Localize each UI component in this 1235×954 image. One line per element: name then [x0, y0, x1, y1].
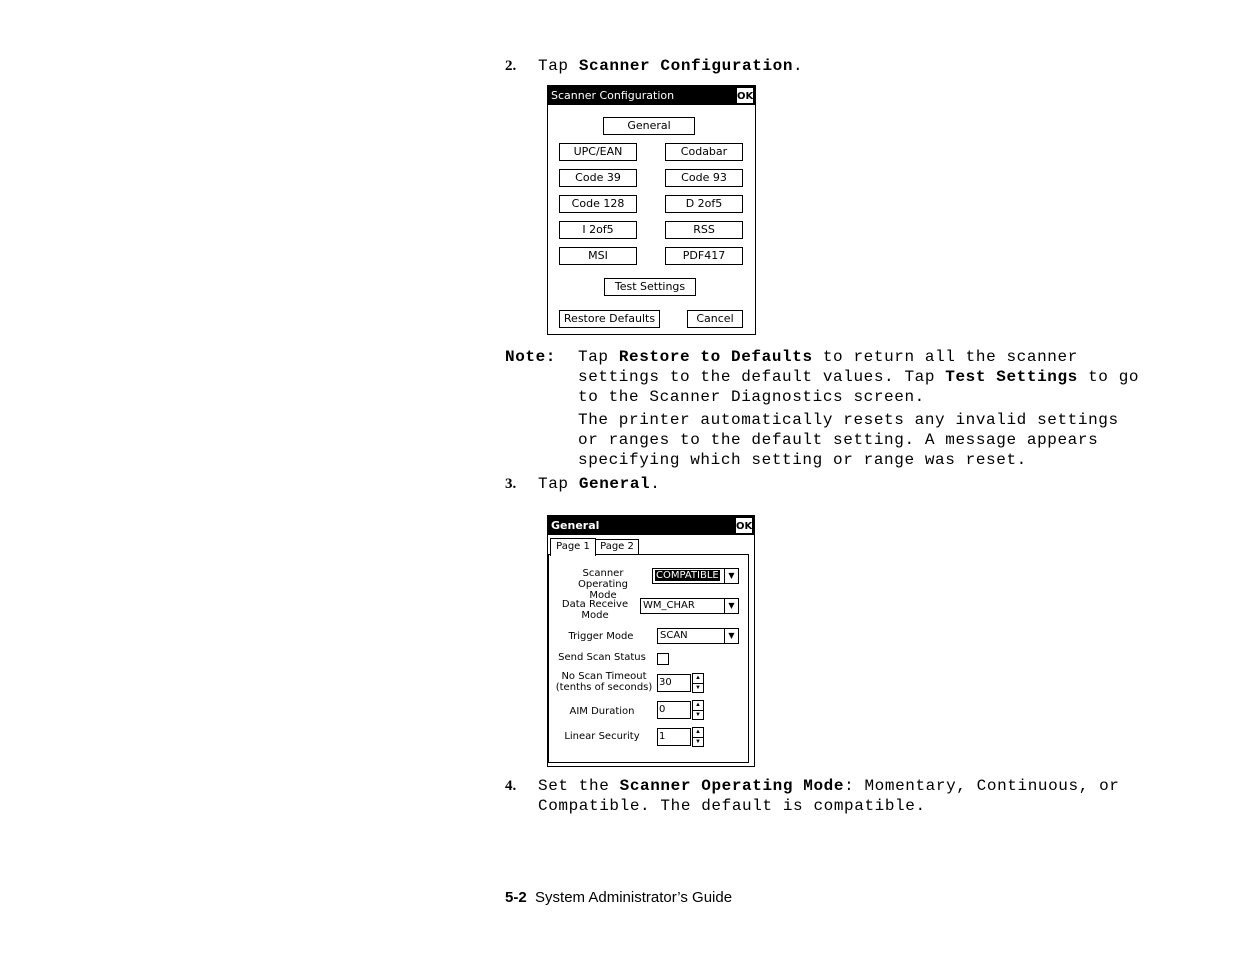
code-39-button[interactable]: Code 39: [559, 169, 637, 187]
upc-ean-button[interactable]: UPC/EAN: [559, 143, 637, 161]
aim-duration-spinner[interactable]: [692, 700, 704, 720]
down-arrow-icon[interactable]: ▼: [695, 685, 701, 691]
step-2-text: Tap Scanner Configuration.: [538, 57, 804, 75]
pdf417-button[interactable]: PDF417: [665, 247, 743, 265]
scanner-configuration-window: [547, 85, 756, 335]
step-3-bold: General: [578, 475, 651, 493]
aim-duration-label: AIM Duration: [569, 706, 635, 717]
chevron-down-icon[interactable]: ▼: [724, 569, 738, 583]
no-scan-timeout-label: No Scan Timeout (tenths of seconds): [555, 671, 653, 693]
up-arrow-icon[interactable]: ▲: [693, 674, 703, 684]
down-arrow-icon[interactable]: ▼: [695, 739, 701, 745]
selected-value: COMPATIBLE: [656, 570, 719, 581]
step-number: 3.: [505, 476, 517, 492]
data-receive-mode-label: Data Receive Mode: [561, 599, 629, 621]
selected-value: SCAN: [660, 630, 688, 641]
d-2of5-button[interactable]: D 2of5: [665, 195, 743, 213]
restore-to-defaults-bold: Restore to Defaults: [618, 348, 813, 366]
general-button[interactable]: General: [603, 117, 695, 135]
send-scan-status-checkbox[interactable]: [657, 653, 669, 665]
step-3-text: Tap General.: [538, 475, 661, 493]
window-title-bar: [548, 516, 754, 535]
no-scan-timeout-input[interactable]: 30: [657, 674, 691, 692]
ok-button[interactable]: OK: [736, 87, 754, 104]
no-scan-timeout-spinner[interactable]: [692, 673, 704, 693]
step-2-bold: Scanner Configuration: [578, 57, 794, 75]
note-paragraph-1: Tap Restore to Defaults to return all the scanner settings to the default values. Tap Test Settings to go to the Scanner Diagnostics screen.: [578, 348, 1140, 406]
tab-page-2[interactable]: Page 2: [595, 539, 639, 554]
window-title-bar: [548, 86, 755, 105]
linear-security-label: Linear Security: [564, 731, 640, 742]
test-settings-button[interactable]: Test Settings: [604, 278, 696, 296]
step-4-text: Set the Scanner Operating Mode: Momentary, Continuous, or Compatible. The default is compatible.: [538, 777, 1120, 815]
step-4-bold: Scanner Operating Mode: [619, 777, 845, 795]
ok-button[interactable]: OK: [735, 517, 753, 534]
guide-title: System Administrator’s Guide: [535, 889, 733, 906]
data-receive-mode-select[interactable]: [640, 598, 739, 614]
window-title: General: [551, 519, 600, 532]
window-title: Scanner Configuration: [551, 89, 675, 102]
code-128-button[interactable]: Code 128: [559, 195, 637, 213]
up-arrow-icon[interactable]: ▲: [693, 728, 703, 738]
scanner-operating-mode-label: Scanner Operating Mode: [578, 568, 628, 601]
page-footer: [505, 889, 732, 906]
step-number: 4.: [505, 778, 517, 794]
chevron-down-icon[interactable]: ▼: [724, 629, 738, 643]
aim-duration-input[interactable]: 0: [657, 701, 691, 719]
cancel-button[interactable]: Cancel: [687, 310, 743, 328]
codabar-button[interactable]: Codabar: [665, 143, 743, 161]
code-93-button[interactable]: Code 93: [665, 169, 743, 187]
restore-defaults-button[interactable]: Restore Defaults: [559, 310, 660, 328]
note-label: Note:: [505, 348, 557, 366]
note-paragraph-2: The printer automatically resets any invalid settings or ranges to the default setting. A message appears specifying which setting or range was reset.: [578, 411, 1119, 469]
page-number: 5-2: [505, 889, 527, 906]
rss-button[interactable]: RSS: [665, 221, 743, 239]
test-settings-bold: Test Settings: [945, 368, 1078, 386]
scanner-operating-mode-select[interactable]: [652, 568, 739, 584]
tab-page-1[interactable]: Page 1: [550, 538, 596, 556]
step-number: 2.: [505, 58, 517, 74]
linear-security-input[interactable]: 1: [657, 728, 691, 746]
general-window: [547, 515, 755, 767]
msi-button[interactable]: MSI: [559, 247, 637, 265]
chevron-down-icon[interactable]: ▼: [724, 599, 738, 613]
down-arrow-icon[interactable]: ▼: [695, 712, 701, 718]
trigger-mode-select[interactable]: [657, 628, 739, 644]
up-arrow-icon[interactable]: ▲: [693, 701, 703, 711]
i-2of5-button[interactable]: I 2of5: [559, 221, 637, 239]
send-scan-status-label: Send Scan Status: [558, 652, 646, 663]
linear-security-spinner[interactable]: [692, 727, 704, 747]
selected-value: WM_CHAR: [643, 600, 695, 611]
trigger-mode-label: Trigger Mode: [568, 631, 634, 642]
